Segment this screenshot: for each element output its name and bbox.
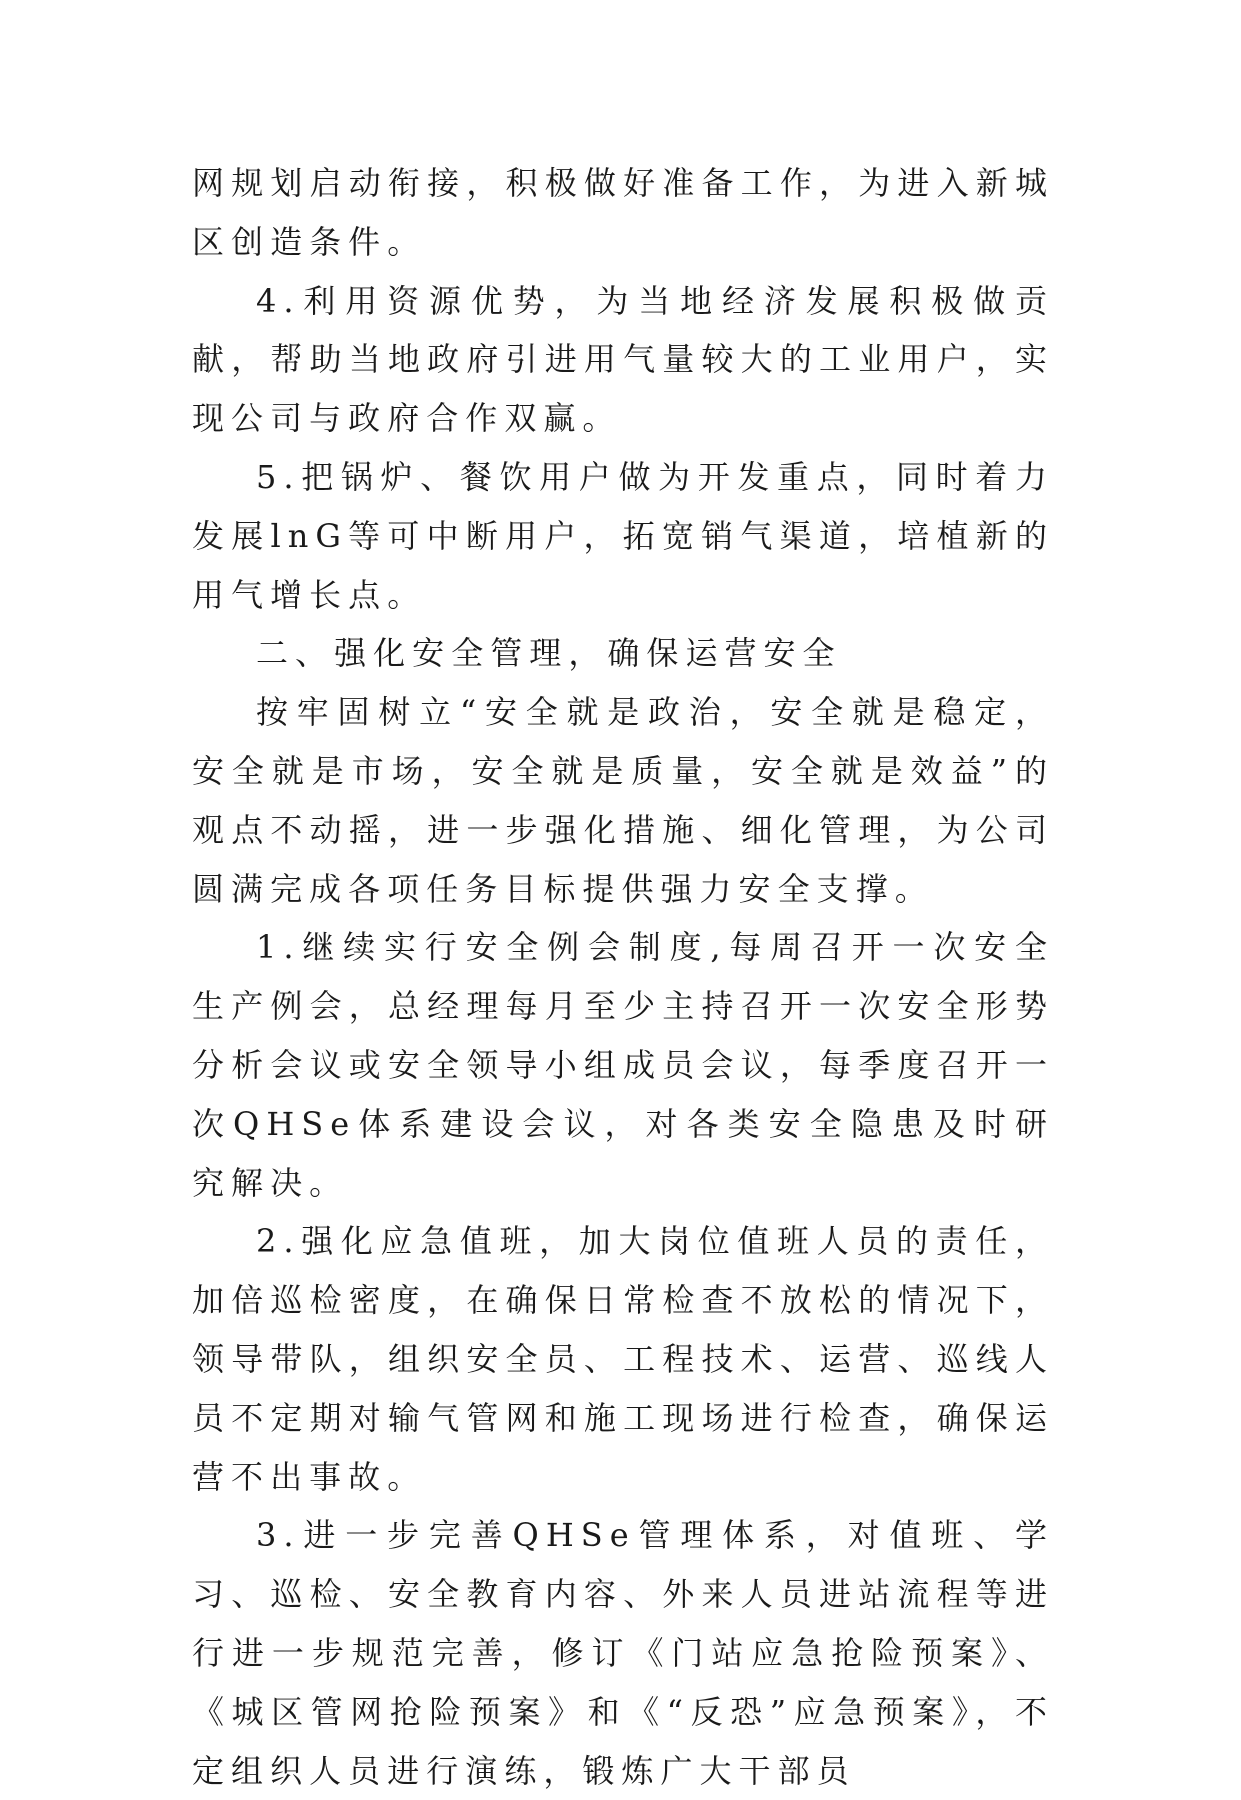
paragraph-safety-intro: 按牢固树立“安全就是政治，安全就是稳定，安全就是市场，安全就是质量，安全就是效益”的观点不动摇，进一步强化措施、细化管理，为公司圆满完成各项任务目标提供强力安全支撑。 — [192, 693, 1054, 908]
paragraph-continuation: 网规划启动衔接，积极做好准备工作，为进入新城区创造条件。 — [192, 164, 1054, 261]
paragraph-safety-item-1: 1.继续实行安全例会制度,每周召开一次安全生产例会，总经理每月至少主持召开一次安全形势分析会议或安全领导小组成员会议，每季度召开一次QHSe体系建设会议，对各类安全隐患及时研究解决。 — [192, 928, 1054, 1202]
paragraph-item-5: 5.把锅炉、餐饮用户做为开发重点，同时着力发展lnG等可中断用户，拓宽销气渠道，培植新的用气增长点。 — [192, 457, 1054, 614]
paragraph-safety-item-2: 2.强化应急值班，加大岗位值班人员的责任，加倍巡检密度，在确保日常检查不放松的情况下，领导带队，组织安全员、工程技术、运营、巡线人员不定期对输气管网和施工现场进行检查，确保运营不出事故。 — [192, 1222, 1054, 1496]
paragraph-item-4: 4.利用资源优势，为当地经济发展积极做贡献，帮助当地政府引进用气量较大的工业用户，实现公司与政府合作双赢。 — [192, 281, 1054, 438]
section-heading-2: 二、强化安全管理，确保运营安全 — [256, 634, 842, 673]
document-body — [192, 154, 1054, 1800]
paragraph-safety-item-3: 3.进一步完善QHSe管理体系，对值班、学习、巡检、安全教育内容、外来人员进站流程等进行进一步规范完善，修订《门站应急抢险预案》、《城区管网抢险预案》和《“反恐”应急预案》，不定组织人员进行演练，锻炼广大干部员 — [192, 1516, 1054, 1790]
